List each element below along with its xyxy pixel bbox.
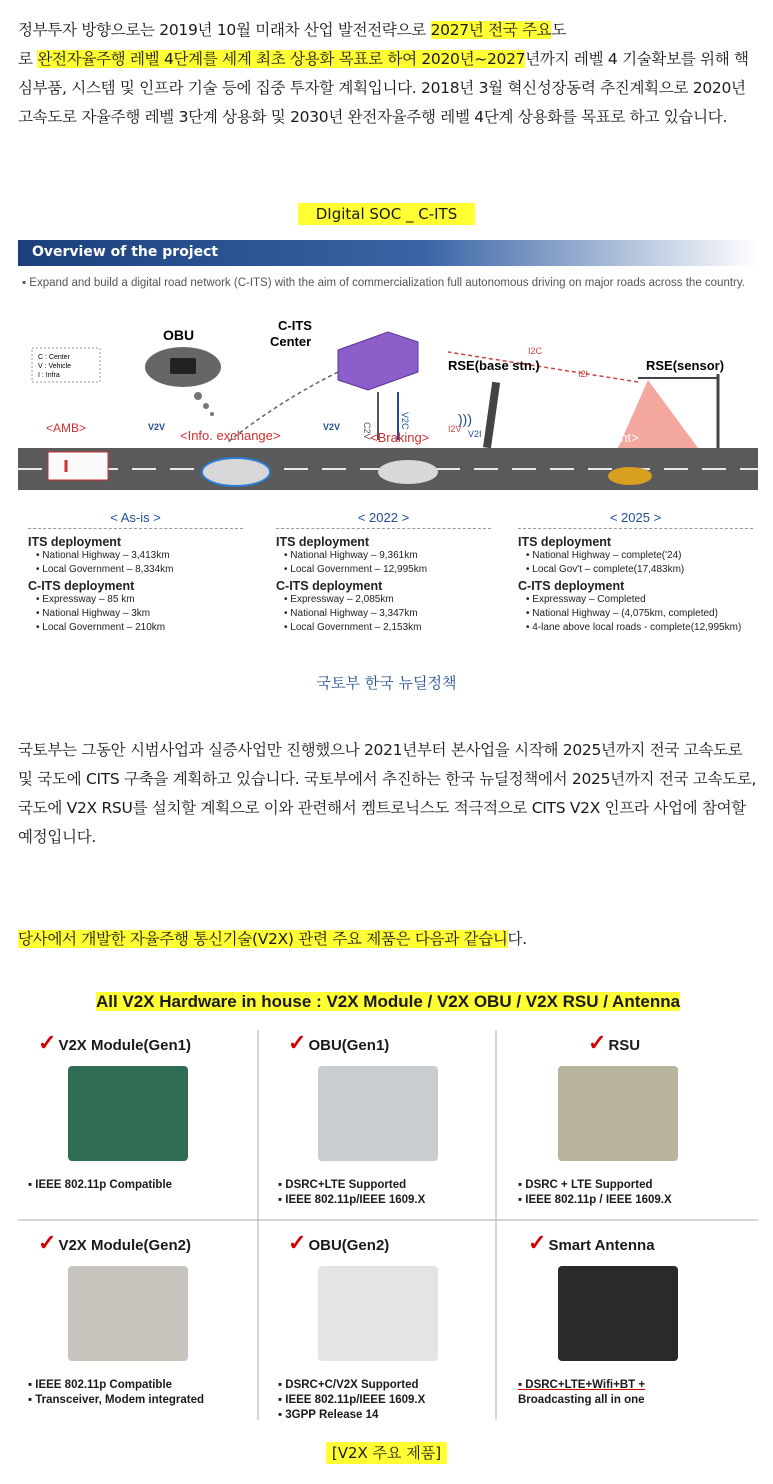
cits-deployment-title: C-ITS deployment (28, 579, 135, 593)
deployment-column-2022 (276, 510, 491, 635)
v2i-label: V2I (468, 429, 482, 439)
smart-antenna-image (558, 1266, 678, 1361)
deployment-item: • Local Gov't – complete(17,483km) (526, 564, 685, 575)
highlighted-text: 2027년 전국 주요 (430, 21, 552, 39)
deployment-item: • National Highway – 3,347km (284, 608, 418, 619)
deployment-column-asis (28, 510, 243, 635)
overview-header-bar (18, 240, 758, 266)
legend-infra: I : Infra (38, 372, 60, 379)
product-features (278, 1378, 425, 1423)
i2c-label: I2C (528, 346, 543, 356)
product-name (288, 1230, 389, 1256)
product-cell (268, 1230, 508, 1440)
product-cell (18, 1030, 258, 1240)
feature-line: ▪ DSRC+C/V2X Supported (278, 1379, 419, 1391)
deployment-item: • 4-lane above local roads - complete(12,995km) (526, 622, 742, 633)
overview-bullet: ▪ Expand and build a digital road network (C-ITS) with the aim of commercialization full autonomous driving on major roads across the country. (22, 277, 745, 289)
deployment-item: • National Highway – 3km (36, 608, 151, 619)
ambulance-icon (48, 452, 108, 480)
incident-label: <Incident> (578, 430, 639, 445)
feature-line: Broadcasting all in one (518, 1394, 645, 1406)
caption-text: [V2X 주요 제품] (326, 1442, 447, 1464)
v2v-label: V2V (148, 422, 166, 432)
deployment-column-2025 (518, 510, 753, 635)
figure1-top-caption (0, 205, 773, 223)
signal-icon: ))) (458, 411, 472, 427)
product-name (38, 1230, 191, 1256)
cits-center-building-icon (338, 332, 418, 390)
highlighted-text: 완전자율주행 레벨 4단계를 세계 최초 상용화 목표로 하여 2020년~2027 (37, 50, 526, 68)
product-name-text: RSU (608, 1037, 641, 1054)
feature-line: ▪ DSRC+LTE Supported (278, 1179, 407, 1191)
obu-gen1-image (318, 1066, 438, 1161)
text-run: 국토부는 그동안 시범사업과 실증사업만 진행했으나 2021년부터 본사업을 시작해 2025년까지 전국 고속도로 및 국도에 CITS 구축을 계획하고 있습니다. 국토부에서 추진하는 한국 뉴딜정책에서 2025년까지 전국 고속도로, 국도에 V2X RSU를 설치할 계획으로 이와 관련해서 켐트로닉스도 적극적으로 CITS V2X 인프라 사업에 참여할 예정입니다. (18, 741, 757, 846)
obu-device-icon (170, 358, 196, 374)
v2x-module-gen2-image (68, 1266, 188, 1361)
cloud-dot (194, 392, 202, 400)
overview-header-text: Overview of the project (32, 244, 219, 260)
cloud-dot (203, 403, 209, 409)
product-name-text: OBU(Gen1) (308, 1037, 390, 1054)
feature-line: ▪ DSRC + LTE Supported (518, 1179, 653, 1191)
v2x-products-figure (18, 990, 758, 1430)
rse-sensor-label: RSE(sensor) (646, 358, 725, 373)
incident-car-icon (608, 467, 652, 485)
text-run: 도 (551, 21, 567, 39)
rse-base-label: RSE(base stn.) (448, 358, 540, 373)
c2v-label: C2V (362, 422, 372, 440)
cits-deployment-title: C-ITS deployment (276, 579, 383, 593)
check-icon: ✓ (588, 1030, 607, 1055)
deployment-item: • National Highway – complete('24) (526, 550, 682, 561)
legend-center: C : Center (38, 354, 70, 361)
products-title-rest: : V2X Module / V2X OBU / V2X RSU / Antenna (311, 992, 681, 1011)
rsu-image (558, 1066, 678, 1161)
i2v-label: I2V (448, 424, 462, 434)
deployment-item: • National Highway – (4,075km, completed) (526, 608, 718, 619)
check-icon: ✓ (288, 1030, 307, 1055)
i2i-label: I2I (578, 369, 589, 379)
text-run: 로 (18, 50, 38, 68)
its-deployment-title: ITS deployment (518, 535, 612, 549)
deployment-item: • Local Government – 8,334km (36, 564, 174, 575)
feature-line: ▪ 3GPP Release 14 (278, 1409, 379, 1421)
feature-line: ▪ DSRC+LTE+Wifi+BT + (518, 1379, 646, 1391)
text-run: 레벨 4 기술확보를 위해 핵심부품, 시스템 및 인프라 기술 등에 집중 투자할 계획입니다. 2018년 3월 혁신성장동력 추진계획으로 2020년 고속도로 자율주행 레벨 3단계 상용화 및 2030년 완전자율주행 레벨 4단계 상용화를 목표로 하고 있습니다. (18, 50, 749, 126)
product-features (278, 1178, 425, 1208)
text-run: 년까지 (525, 50, 570, 68)
info-exchange-label: <Info. exchange> (180, 428, 281, 443)
feature-line: ▪ IEEE 802.11p Compatible (28, 1179, 173, 1191)
braking-label: <Braking> (370, 430, 430, 445)
obu-gen2-image (318, 1266, 438, 1361)
product-cell (508, 1230, 748, 1440)
deployment-item: • Local Government – 210km (36, 622, 166, 633)
product-cell (268, 1030, 508, 1240)
column-head: < As-is > (28, 510, 243, 529)
its-deployment-title: ITS deployment (276, 535, 370, 549)
cloud-dot (210, 412, 214, 416)
cits-deployment-title: C-ITS deployment (518, 579, 625, 593)
feature-line: ▪ Transceiver, Modem integrated (28, 1394, 204, 1406)
check-icon: ✓ (38, 1030, 57, 1055)
car-icon (202, 458, 270, 486)
cits-center-label: Center (270, 334, 312, 349)
product-features (28, 1178, 172, 1193)
column-head: < 2022 > (276, 510, 491, 529)
rse-base-pole (483, 382, 500, 448)
intro-paragraph (18, 16, 758, 132)
product-name (528, 1230, 655, 1256)
check-icon: ✓ (528, 1230, 547, 1255)
product-name (288, 1030, 389, 1056)
figure1-bottom-caption: 국토부 한국 뉴딜정책 (316, 674, 457, 692)
product-cell (18, 1230, 258, 1440)
product-name-text: Smart Antenna (548, 1237, 655, 1254)
amb-label: <AMB> (46, 421, 87, 435)
products-title-highlight: All V2X Hardware in house (95, 992, 312, 1011)
deployment-item: • Expressway – Completed (526, 594, 646, 605)
caption-text: DIgital SOC _ C-ITS (298, 203, 476, 225)
cits-paragraph (18, 736, 758, 852)
its-deployment-title: ITS deployment (28, 535, 122, 549)
feature-line: ▪ IEEE 802.11p/IEEE 1609.X (278, 1194, 426, 1206)
check-icon: ✓ (38, 1230, 57, 1255)
feature-line: ▪ IEEE 802.11p Compatible (28, 1379, 173, 1391)
deployment-item: • Local Government – 12,995km (284, 564, 428, 575)
legend-vehicle: V : Vehicle (38, 363, 72, 370)
cits-diagram (18, 312, 758, 542)
feature-line: ▪ IEEE 802.11p/IEEE 1609.X (278, 1394, 426, 1406)
obu-label: OBU (163, 327, 195, 343)
car-icon (378, 460, 438, 484)
v2c-label: V2C (400, 412, 410, 430)
feature-line: ▪ IEEE 802.11p / IEEE 1609.X (518, 1194, 672, 1206)
product-name-text: V2X Module(Gen2) (58, 1237, 191, 1254)
bullet-text: Expand and build a digital road network (C-ITS) with the aim of commercialization full autonomous driving on major roads across the country. (29, 277, 745, 289)
highlighted-text: 당사에서 개발한 자율주행 통신기술(V2X) 관련 주요 제품은 다음과 같습니 (18, 930, 508, 948)
products-intro-paragraph (18, 925, 758, 954)
deployment-item: • National Highway – 3,413km (36, 550, 170, 561)
cits-overview-figure (18, 240, 758, 700)
column-head: < 2025 > (518, 510, 753, 529)
product-name-text: V2X Module(Gen1) (58, 1037, 191, 1054)
product-name (588, 1030, 640, 1056)
deployment-item: • Expressway – 2,085km (284, 594, 394, 605)
product-name (38, 1030, 191, 1056)
product-cell (508, 1030, 748, 1240)
check-icon: ✓ (288, 1230, 307, 1255)
v2x-module-gen1-image (68, 1066, 188, 1161)
product-features (518, 1178, 672, 1208)
product-features (518, 1378, 645, 1408)
text-run: 다. (507, 930, 527, 948)
text-run: 정부투자 방향으로는 2019년 10월 미래차 산업 발전전략으로 (18, 21, 431, 39)
v2v-label: V2V (323, 422, 341, 432)
deployment-item: • Local Government – 2,153km (284, 622, 422, 633)
figure2-caption (0, 1442, 773, 1463)
cits-center-label: C-ITS (278, 318, 312, 333)
product-name-text: OBU(Gen2) (308, 1237, 390, 1254)
products-title (18, 992, 758, 1012)
deployment-item: • National Highway – 9,361km (284, 550, 418, 561)
deployment-item: • Expressway – 85 km (36, 594, 135, 605)
product-features (28, 1378, 204, 1408)
